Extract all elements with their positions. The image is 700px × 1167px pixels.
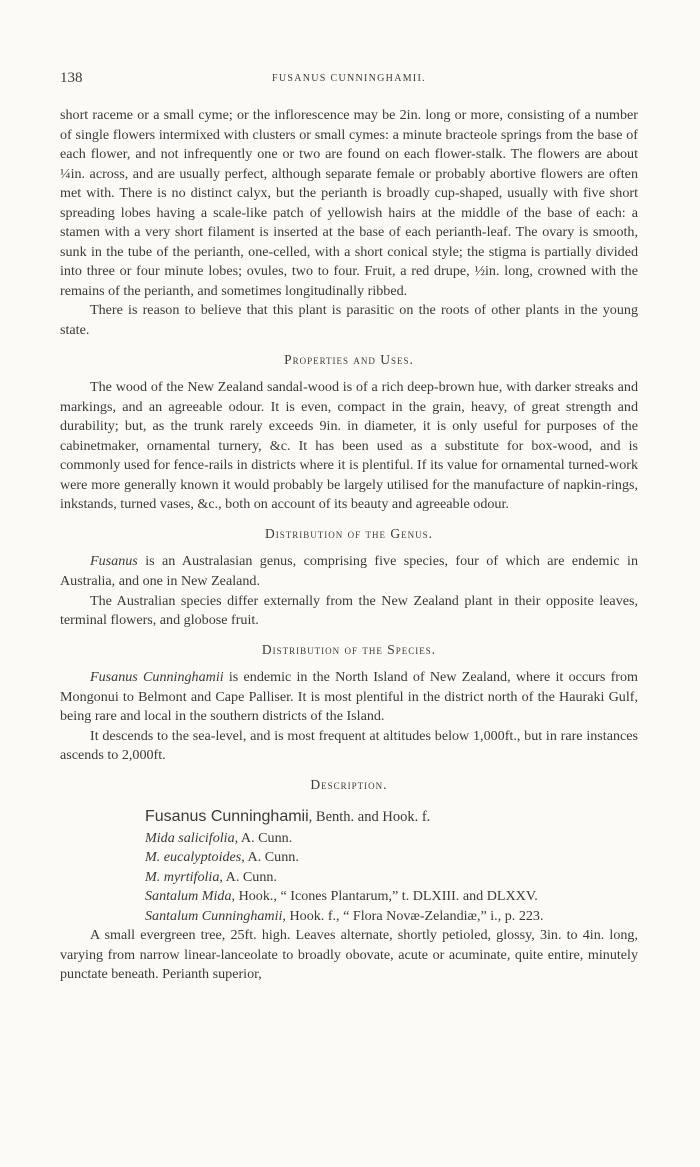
description-heading: Description. bbox=[310, 776, 388, 792]
intro-paragraph-1: short raceme or a small cyme; or the inflorescence may be 2in. long or more, consisting of a number of single flowers intermixed with clusters or small cymes: a minute bracteole springs from the base of each flower, and not infrequently one or two are found on each flower-stalk. The flowers are about ¼in. across, and are usually perfect, although separate female or probably abortive flowers are often met with. There is no distinct calyx, but the perianth is broadly cup-shaped, usually with five short spreading lobes having a scale-like patch of yellowish hairs at the middle of the base of each: a stamen with a very short filament is inserted at the base of each perianth-leaf. The ovary is smooth, sunk in the tube of the perianth, one-celled, with a short conical style; the stigma is partially divided into three or four minute lobes; ovules, two to four. Fruit, a red drupe, ½in. long, crowned with the remains of the perianth, and sometimes longitudinally ribbed. bbox=[60, 107, 638, 299]
synonym-2-name: M. eucalyptoides bbox=[145, 849, 242, 866]
synonym-5-authority: , Hook. f., “ Flora Novæ-Zelandiæ,” i., p. 223. bbox=[282, 907, 544, 924]
synonym-1 bbox=[145, 829, 638, 849]
synonym-3-name: M. myrtifolia bbox=[145, 868, 220, 885]
synonym-2-authority: , A. Cunn. bbox=[241, 849, 299, 866]
species-paragraph-2: It descends to the sea-level, and is most frequent at altitudes below 1,000ft., but in rare instances ascends to 2,000ft. bbox=[60, 727, 638, 764]
species-title-authority: , Benth. and Hook. f. bbox=[308, 808, 431, 825]
synonym-1-authority: , A. Cunn. bbox=[234, 829, 293, 846]
properties-paragraph: The wood of the New Zealand sandal-wood is of a rich deep-brown hue, with darker streaks and markings, and an agreeable odour. It is even, compact in the grain, heavy, of great strength and durability; but, as the trunk rarely exceeds 9in. in diameter, it is only useful for purposes of the cabinetmaker, ornamental turnery, &c. It has been used as a substitute for box-wood, and is commonly used for fence-rails in districts where it is plentiful. If its value for ornamental turned-work were more generally known it would probably be largely utilised for the manufacture of napkin-rings, inkstands, turned vases, &c., both on account of its beauty and agreeable odour. bbox=[60, 379, 638, 513]
running-title: FUSANUS CUNNINGHAMII. bbox=[272, 73, 426, 84]
page-header bbox=[60, 70, 638, 90]
properties-heading: Properties and Uses. bbox=[284, 351, 414, 367]
page-number: 138 bbox=[60, 70, 83, 86]
genus-paragraph-2: The Australian species differ externally from the New Zealand plant in their opposite leaves, terminal flowers, and globose fruit. bbox=[60, 592, 638, 629]
synonym-3-authority: , A. Cunn. bbox=[219, 868, 277, 885]
page-body bbox=[60, 106, 638, 985]
species-title bbox=[145, 804, 638, 829]
species-heading: Distribution of the Species. bbox=[261, 641, 437, 657]
synonym-1-name: Mida salicifolia bbox=[145, 829, 235, 846]
synonym-5-name: Santalum Cunninghamii bbox=[145, 907, 283, 924]
species-paragraph-1-text: is endemic in the North Island of New Zealand, where it occurs from Mongonui to Belmont and Cape Palliser. It is most plentiful in the district north of the Hauraki Gulf, being rare and local in the southern districts of the Island. bbox=[60, 669, 638, 725]
synonym-3 bbox=[145, 868, 638, 888]
species-name: Fusanus Cunninghamii bbox=[90, 669, 224, 686]
genus-name: Fusanus bbox=[90, 553, 138, 570]
species-title-name: Fusanus Cunninghamii bbox=[145, 807, 309, 825]
species-paragraph-1 bbox=[60, 668, 638, 727]
synonym-4 bbox=[145, 887, 638, 907]
genus-paragraph-1 bbox=[60, 552, 638, 591]
synonym-5 bbox=[145, 907, 638, 927]
synonym-2 bbox=[145, 848, 638, 868]
genus-paragraph-1-text: is an Australasian genus, comprising five species, four of which are endemic in Australia, and one in New Zealand. bbox=[60, 553, 638, 590]
description-paragraph: A small evergreen tree, 25ft. high. Leaves alternate, shortly petioled, glossy, 3in. to 4in. long, varying from narrow linear-lanceolate to broadly obovate, acute or acuminate, quite entire, minutely punctate beneath. Perianth superior, bbox=[60, 927, 638, 983]
genus-heading: Distribution of the Genus. bbox=[265, 525, 433, 541]
intro-paragraph-2: There is reason to believe that this plant is parasitic on the roots of other plants in the young state. bbox=[60, 302, 638, 339]
synonym-4-authority: , Hook., “ Icones Plantarum,” t. DLXIII. and DLXXV. bbox=[231, 888, 538, 905]
synonym-4-name: Santalum Mida bbox=[145, 888, 232, 905]
